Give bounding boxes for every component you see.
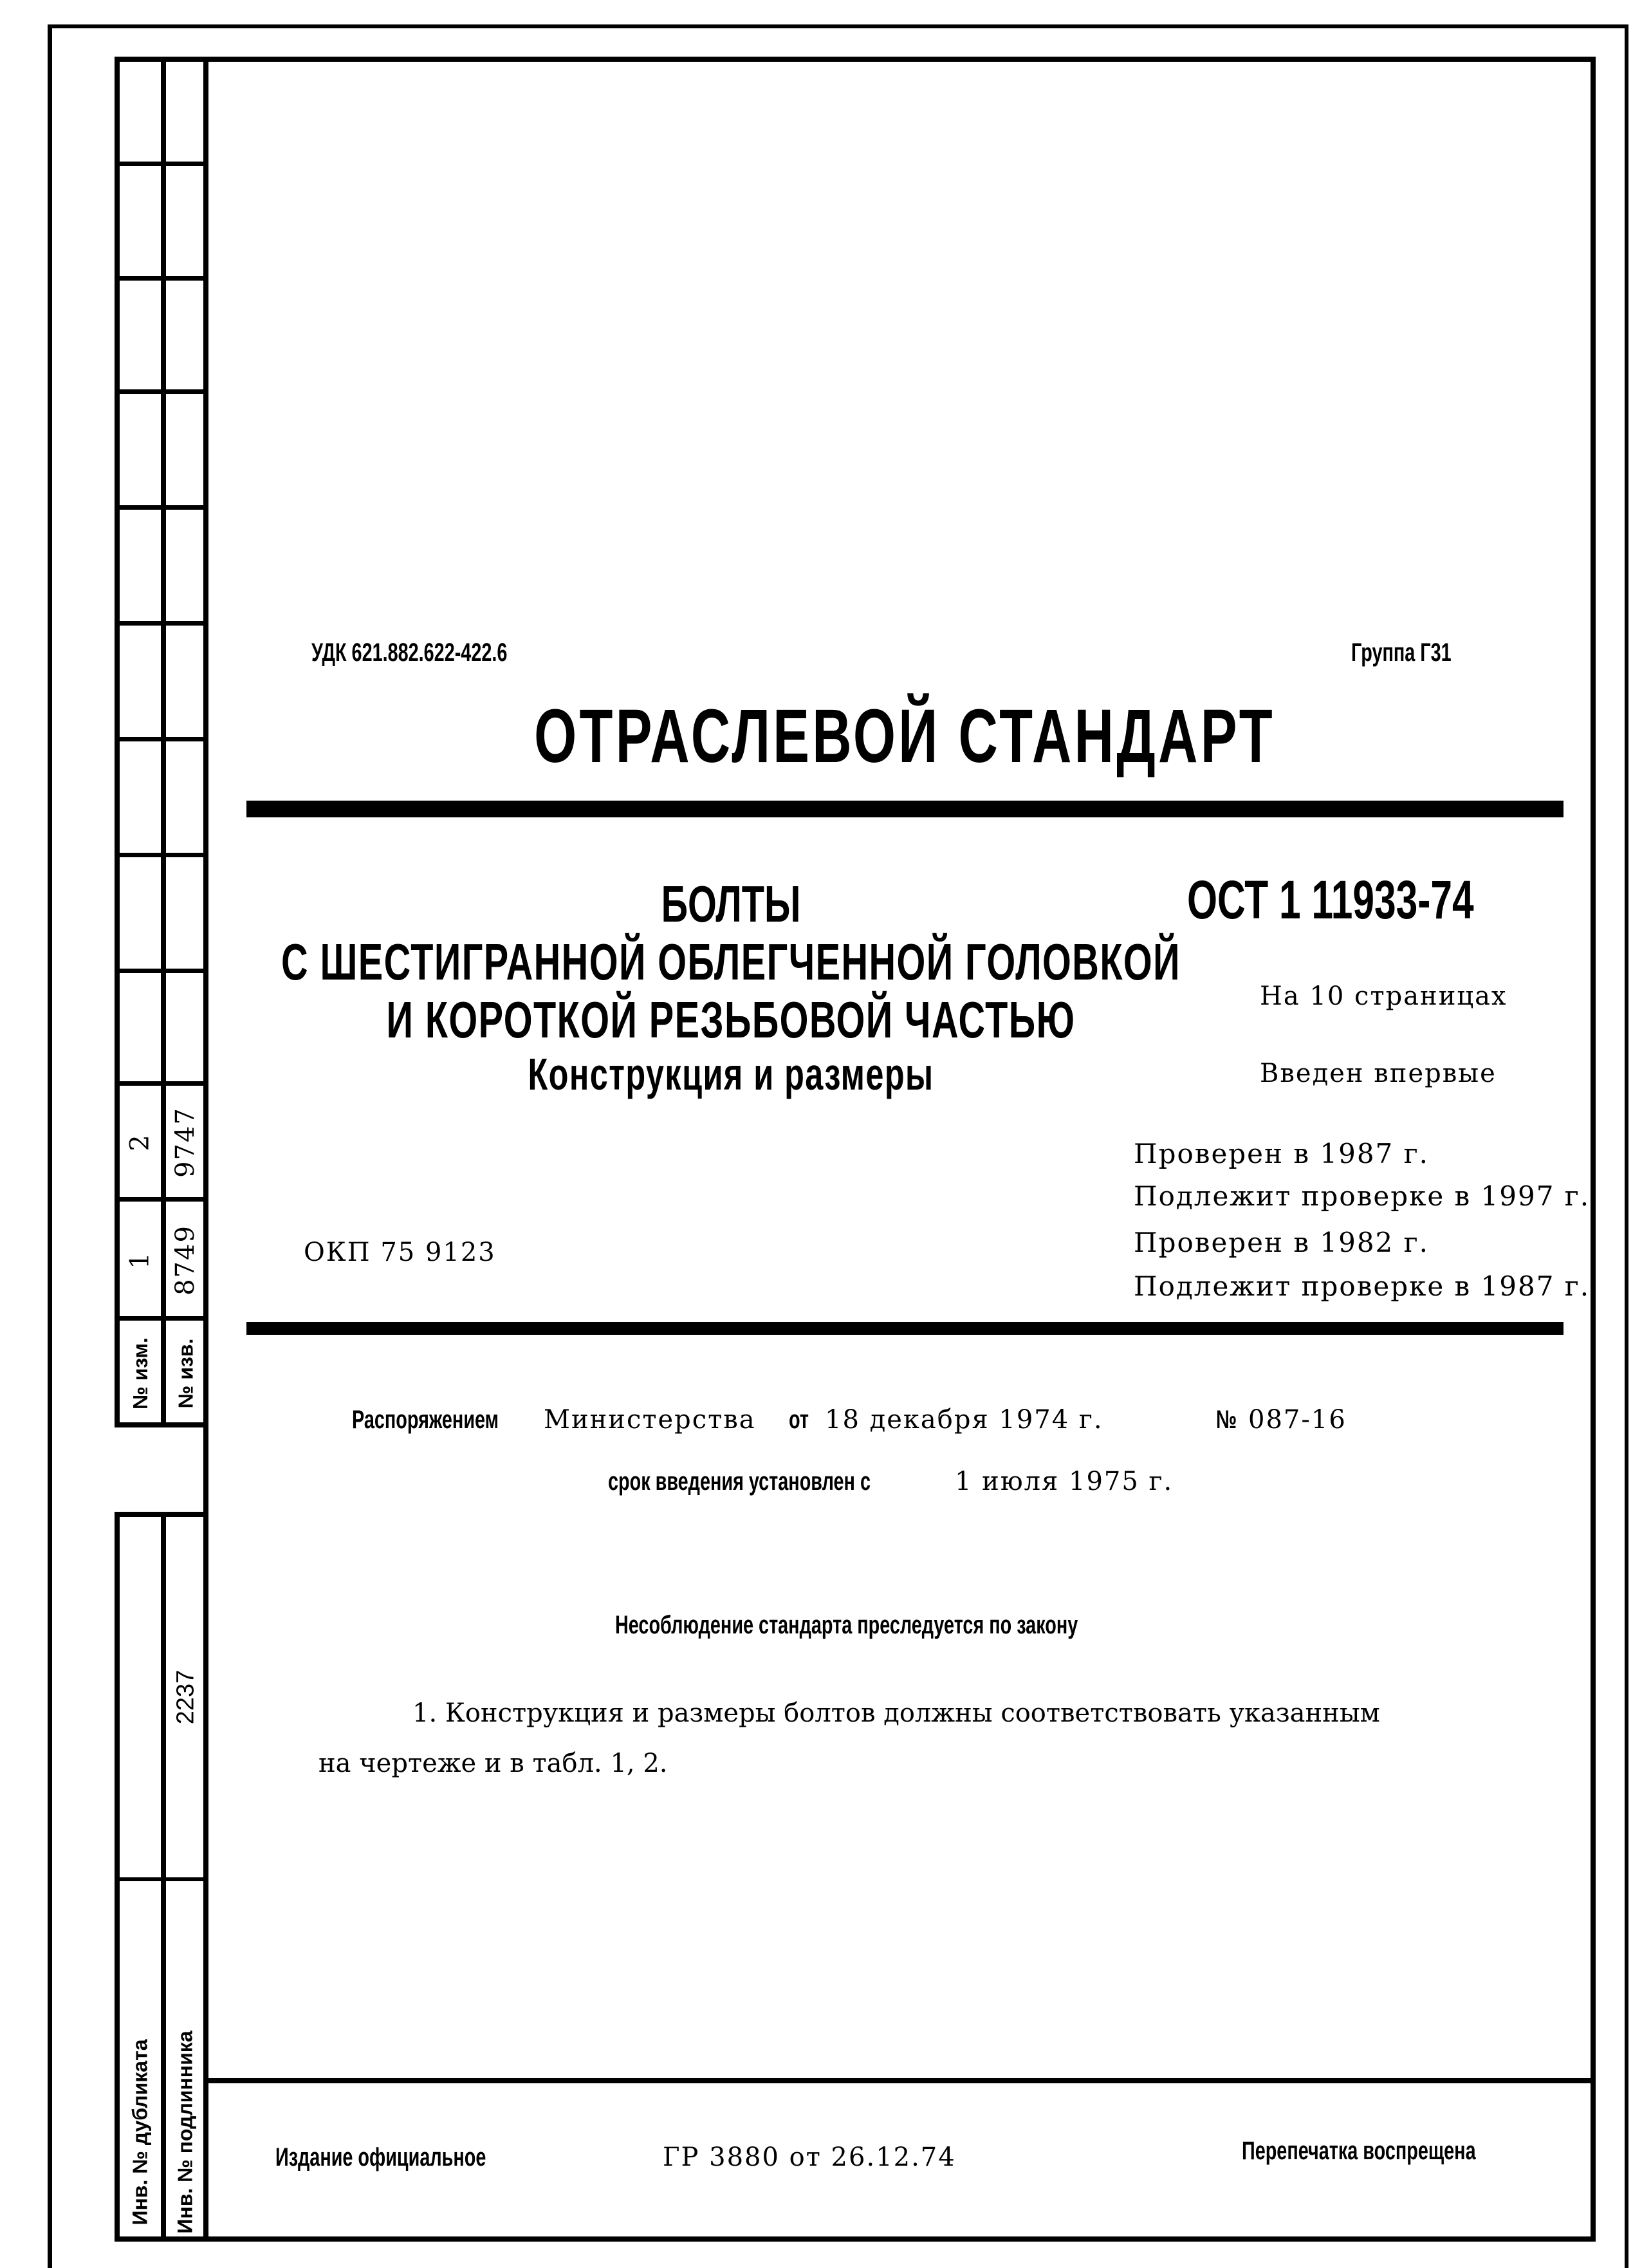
- strip-row-line: [115, 621, 208, 626]
- change-no-label: № изм.: [129, 1337, 152, 1409]
- decree-label: Распоряжением: [352, 1406, 499, 1434]
- decree-number-label: №: [1216, 1406, 1237, 1434]
- strip-row-line: [115, 162, 208, 166]
- strip-row-line: [115, 1316, 208, 1321]
- strip-row-line: [115, 505, 208, 510]
- document-title: ОТРАСЛЕВОЙ СТАНДАРТ: [534, 694, 1275, 779]
- strip-row-line: [115, 389, 208, 394]
- name-line-1: БОЛТЫ: [661, 875, 801, 933]
- name-line-3: И КОРОТКОЙ РЕЗЬБОВОЙ ЧАСТЬЮ: [386, 991, 1076, 1048]
- reprint-note: Перепечатка воспрещена: [1242, 2137, 1476, 2165]
- udk-code: УДК 621.882.622-422.6: [311, 638, 508, 667]
- registration-number: ГР 3880 от 26.12.74: [663, 2143, 956, 2172]
- okp-code: ОКП 75 9123: [304, 1238, 496, 1267]
- strip-divider-lower: [161, 1512, 166, 2242]
- decree-date-prefix: от: [789, 1406, 809, 1434]
- change-number-2: 2: [125, 1133, 155, 1151]
- term-date: 1 июля 1975 г.: [955, 1467, 1174, 1496]
- notice-number-8749: 8749: [171, 1225, 201, 1296]
- thick-rule-bottom: [246, 1322, 1563, 1335]
- decree-ministry: Министерства: [544, 1405, 756, 1435]
- paragraph-line-2: на чертеже и в табл. 1, 2.: [318, 1749, 668, 1778]
- change-number-1: 1: [125, 1251, 155, 1269]
- pages-count: На 10 страницах: [1260, 981, 1508, 1011]
- paragraph-line-1: 1. Конструкция и размеры болтов должны соответствовать указанным: [412, 1698, 1380, 1728]
- strip-divider: [161, 57, 166, 1427]
- original-inv-label: Инв. № подлинника: [174, 2030, 197, 2234]
- legal-warning: Несоблюдение стандарта преследуется по закону: [615, 1611, 1078, 1639]
- check-1: Проверен в 1987 г.: [1134, 1138, 1429, 1169]
- strip-row-line: [115, 1197, 208, 1202]
- strip-row-line: [115, 1081, 208, 1086]
- introduced-note: Введен впервые: [1260, 1059, 1497, 1088]
- notice-no-label: № изв.: [174, 1338, 198, 1409]
- notice-number-9747: 9747: [171, 1107, 201, 1178]
- group-code: Группа Г31: [1351, 638, 1452, 667]
- duplicate-inv-label: Инв. № дубликата: [129, 2038, 152, 2226]
- strip-row-line: [115, 737, 208, 741]
- standard-code: ОСТ 1 11933-74: [1187, 869, 1474, 930]
- check-2: Подлежит проверке в 1997 г.: [1134, 1180, 1591, 1212]
- strip-row-line: [115, 853, 208, 857]
- decree-date: 18 декабря 1974 г.: [825, 1405, 1103, 1435]
- name-line-2: С ШЕСТИГРАННОЙ ОБЛЕГЧЕННОЙ ГОЛОВКОЙ: [281, 933, 1181, 990]
- strip-row-line: [115, 969, 208, 973]
- check-3: Проверен в 1982 г.: [1134, 1227, 1429, 1258]
- footer-rule: [203, 2078, 1596, 2083]
- subtitle: Конструкция и размеры: [528, 1049, 934, 1099]
- term-label: срок введения установлен с: [608, 1467, 871, 1496]
- decree-number: 087-16: [1248, 1405, 1347, 1435]
- strip-row-line: [115, 1877, 208, 1881]
- original-inv-value: 2237: [172, 1669, 199, 1725]
- edition-note: Издание официальное: [275, 2143, 486, 2171]
- strip-row-line: [115, 276, 208, 281]
- thick-rule-top: [246, 801, 1563, 817]
- check-4: Подлежит проверке в 1987 г.: [1134, 1270, 1591, 1302]
